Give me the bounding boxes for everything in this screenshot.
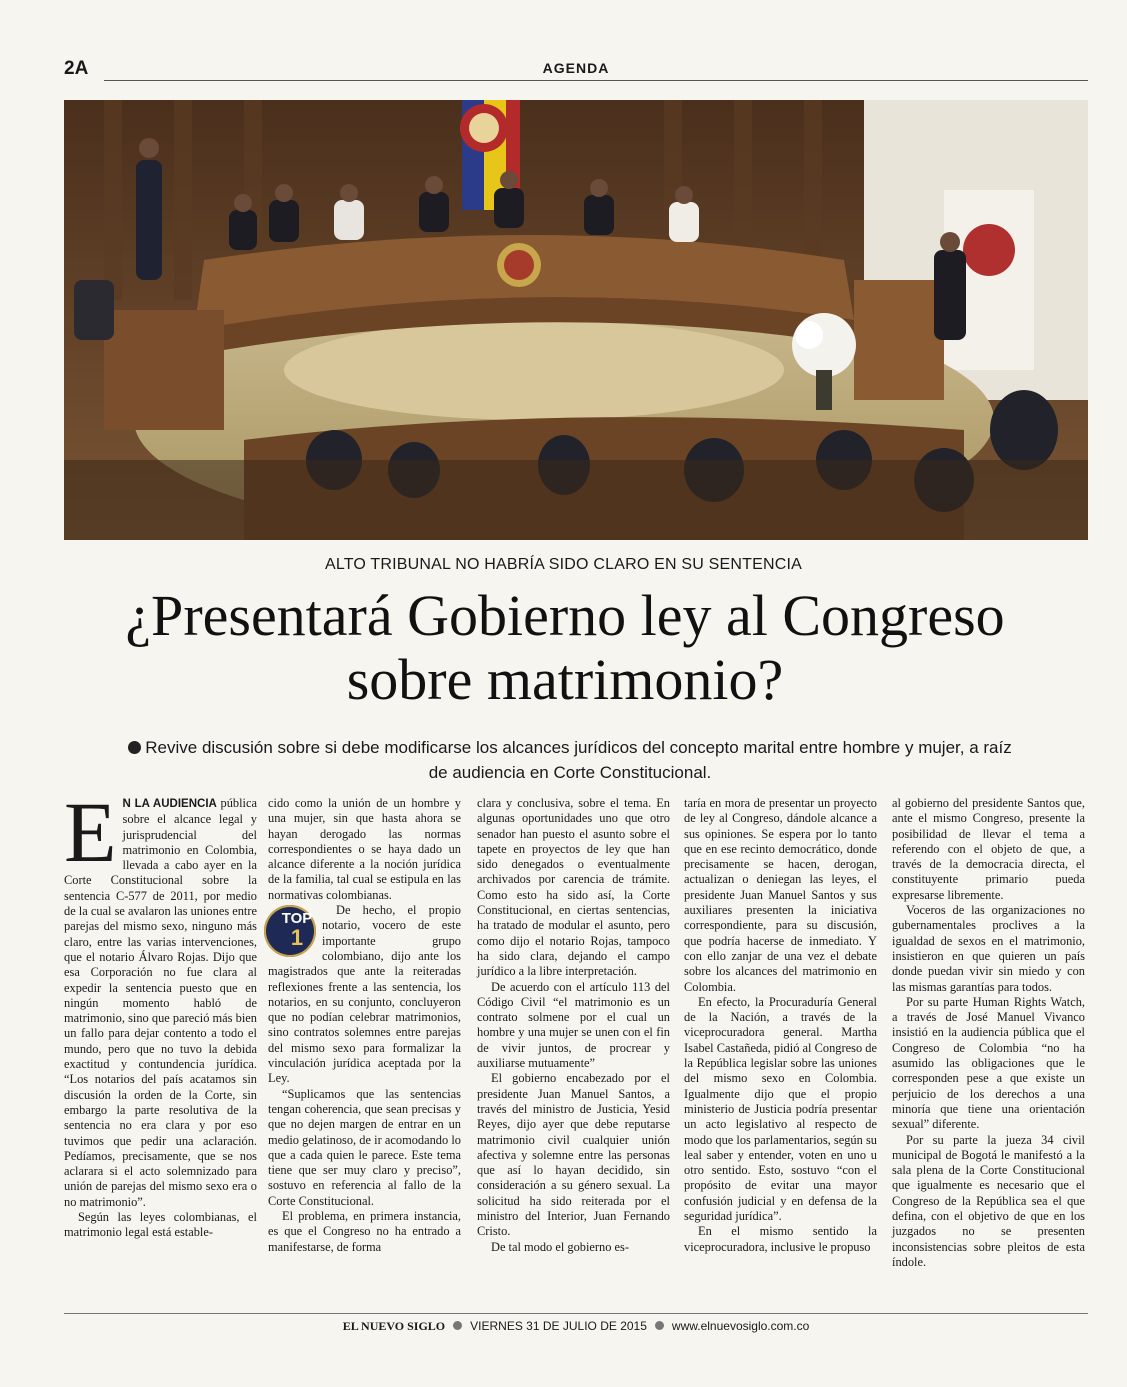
badge-num: 1 [290,925,304,951]
subhead [120,735,1020,785]
paragraph: El gobierno encabezado por el presidente Juan Manuel Santos, a través del ministro de Justicia, Yesid Reyes, dijo ayer que debe reputarse matrimonio civil cualquier unión afectiva y solemne entre las personas que así lo hayan decidido, sin consideración a su género sexual. La solicitud ha sido reiterada por el ministro del Interior, Juan Fernando Cristo. [477,1071,670,1239]
kicker: ALTO TRIBUNAL NO HABRÍA SIDO CLARO EN SU SENTENCIA [324,556,803,573]
newspaper-name: EL NUEVO SIGLO [342,1319,446,1333]
section-name: AGENDA [542,60,610,76]
separator-dot-icon [453,1321,462,1330]
separator-dot-icon [655,1321,664,1330]
subhead-text: Revive discusión sobre si debe modificarse los alcances jurídicos del concepto marital entre hombre y mujer, a raíz de audiencia en Corte Constitucional. [145,738,1012,782]
paragraph: cido como la unión de un hombre y una mujer, sin que hasta ahora se hayan derogado las normas correspondientes o se haya dado un alcance diferente a la noción jurídica de la familia, tal cual se estipula en las normativas colombianas. [268,796,461,902]
article-column-3 [477,796,670,1255]
paragraph: Según las leyes colombianas, el matrimonio legal está estable- [64,1210,257,1240]
paragraph: De tal modo el gobierno es- [491,1239,629,1254]
hearing-room-photo [64,100,1088,540]
article-column-5 [892,796,1085,1270]
page-footer [64,1313,1088,1338]
paragraph: clara y conclusiva, sobre el tema. En algunas oportunidades uno que otro senador han puesto el asunto sobre el tapete en proyectos de ley que han sido denegados o eventualmente archivados por carencia de trámite. Como esto ha sido así, la Corte Constitucional, en ciertas sentencias, ha tratado de modular el asunto, pero como dijo el notario Rojas, tampoco ha sido clara, dejando el campo jurídico a la libre interpretación. [477,796,670,979]
page-number: 2A [64,58,89,79]
paragraph: De acuerdo con el artículo 113 del Código Civil “el matrimonio es un contrato solmene por el cual un hombre y una mujer se unen con el fin de vivir juntos, de procrear y auxiliarse mutuamente” [477,979,670,1071]
lead-in: N LA AUDIENCIA [122,798,217,810]
paragraph: El problema, en primera instancia, es que el Congreso no ha entrado a manifestarse, de forma [268,1209,461,1254]
article-column-1 [64,784,258,1241]
drop-cap: E [64,784,117,880]
badge-top: TOP [281,910,313,928]
paragraph: De hecho, el propio notario, vocero de este importante grupo colombiano, dijo ante los magistrados que ante la reiteradas reflexiones frente a las sentencia, los notarios, en su conjunto, concluyeron que no podían celebrar matrimonios, sino contratos solemnes entre parejas del mismo sexo para formalizar la vinculación jurídica aceptada por la Ley. [268,903,461,1086]
headline: ¿Presentará Gobierno ley al Congreso sobre matrimonio? [125,583,1005,712]
paragraph: Por su parte Human Rights Watch, a través de José Manuel Vivanco insistió en la audiencia pública que el Congreso de Colombia “no ha asumido las obligaciones que le corresponden pese a que existe un perjuicio de los derechos a una minoría que tiene una orientación sexual” diferente. [892,994,1085,1132]
paragraph: En el mismo sentido la viceprocuradora, inclusive le propuso [684,1224,877,1254]
paragraph: En efecto, la Procuraduría General de la Nación, a través de la viceprocuradora general. Martha Isabel Castañeda, pidió al Congreso de la República legislar sobre las uniones del mismo sexo en Colombia. Igualmente dijo que el propio ministerio de Justicia podría presentar un acto legislativo al respecto de modo que los parlamentarios, según su leal saber y entender, voten en uno u otro sentido. Esto, sostuvo “con el propósito de evitar una mayor confusión judicial y en defensa de la seguridad jurídica”. [684,994,877,1224]
bullet-icon [128,741,141,754]
paragraph: “Suplicamos que las sentencias tengan coherencia, que sean precisas y que no dejen margen de entrar en un medio gelatinoso, de ir acomodando lo que a cada quien le parece. Este tema tiene que ser muy claro y preciso”, sostuvo en referencia al fallo de la Corte Constitucional. [268,1086,461,1208]
issue-date: VIERNES 31 DE JULIO DE 2015 [470,1319,647,1333]
article-column-2 [268,796,461,1255]
page-header [64,58,1088,86]
paragraph: al gobierno del presidente Santos que, ante el mismo Congreso, presente la posibilidad de llevar el tema a referendo con el objeto de que, a través de la democracia directa, el constituyente primario pueda expresarse libremente. [892,796,1085,902]
paragraph: Voceros de las organizaciones no gubernamentales proclives a la igualdad de sexos en el matrimonio, insistieron en que quieren un país donde puedan vivir sin miedo y con las mismas garantías para todos. [892,903,1085,994]
header-rule [104,80,1088,81]
article-column-4 [684,796,877,1255]
paragraph: pública sobre el alcance legal y jurisprudencial del matrimonio en Colombia, llevada a cabo ayer en la Corte Constitucional sobre la sentencia C-577 de 2011, por medio de la cual se avalaron las uniones entre parejas del mismo sexo, ninguno más claro, entre las varias intervenciones, que el notario Álvaro Rojas. Dijo que esa Corporación no fue clara al expedir la sentencia puesto que en ningún momento habló de matrimonio, sino que pareció más bien un fallo para dejar contento a todo el mundo, pero que no tuvo la debida exactitud y contundencia jurídica. “Los notarios del país acatamos sin discusión la orden de la Corte, sin embargo la parte resolutiva de la sentencia no era clara y por eso tuvimos que pedir una aclaración. Pedíamos, precisamente, que se nos aclarara si el acto solemnizado para unión de parejas del mismo sexo era o no matrimonio”. [64,796,258,1209]
website-url: www.elnuevosiglo.com.co [671,1319,810,1333]
paragraph: taría en mora de presentar un proyecto de ley al Congreso, dándole alcance a sus opiniones. Se espera por lo tanto que en ese recinto democrático, donde precisamente se hacen, derogan, actualizan o deniegan las leyes, el presidente Juan Manuel Santos y sus auxiliares presenten la iniciativa correspondiente, para su discusión, que podría hacerse de inmediato. Y con ello zanjar de una vez el debate sobre los alcances del matrimonio en Colombia. [684,796,877,994]
paragraph: Por su parte la jueza 34 civil municipal de Bogotá le manifestó a la sala plena de la Corte Constitucional que igualmente es necesario que el Congreso de la República sea el que defina, con el objetivo de que en los juzgados no se presenten inconsistencias sobre pleitos de esta índole. [892,1132,1085,1269]
top-badge [264,905,316,957]
